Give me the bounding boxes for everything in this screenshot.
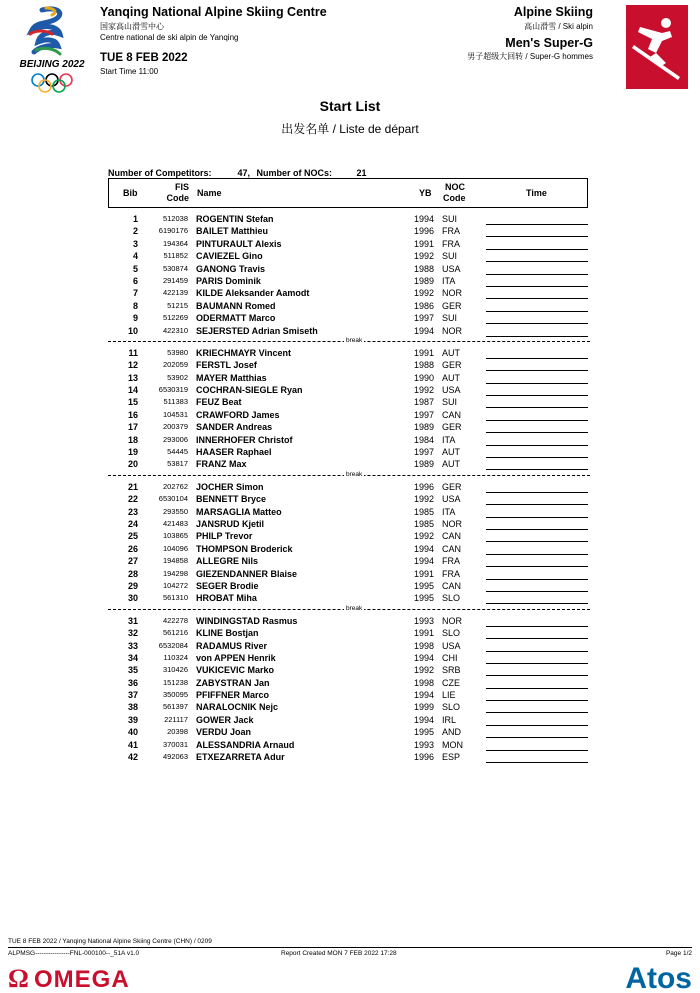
discipline-subtitle: 高山滑雪 / Ski alpin	[524, 22, 593, 31]
cell-bib: 42	[127, 752, 138, 763]
cell-name: BAUMANN Romed	[196, 300, 276, 311]
atos-logo-text: Atos	[625, 962, 692, 992]
cell-year-of-birth: 1994	[414, 690, 435, 701]
cell-noc-code: CZE	[442, 677, 460, 688]
column-header-noc-line1: NOC	[445, 182, 465, 192]
table-row	[108, 739, 590, 751]
cell-noc-code: AUT	[442, 372, 460, 383]
column-header-fis-line1: FIS	[174, 182, 189, 192]
cell-noc-code: CHI	[442, 652, 458, 663]
cell-year-of-birth: 1989	[414, 459, 435, 470]
event-date: TUE 8 FEB 2022	[100, 52, 188, 64]
cell-noc-code: NOR	[442, 288, 462, 299]
cell-fis-code: 350095	[162, 690, 188, 700]
cell-year-of-birth: 1997	[414, 313, 435, 324]
cell-fis-code: 53902	[167, 372, 188, 382]
cell-fis-code: 104096	[162, 543, 188, 553]
cell-name: ALESSANDRIA Arnaud	[196, 739, 295, 750]
competitors-label: Number of Competitors:	[108, 168, 212, 178]
table-row	[108, 396, 590, 408]
table-row	[108, 275, 590, 287]
cell-name: ALLEGRE Nils	[196, 556, 259, 567]
cell-bib: 37	[127, 690, 138, 701]
cell-fis-code: 6190176	[158, 226, 188, 236]
nocs-count: 21	[356, 168, 367, 178]
cell-bib: 14	[127, 385, 138, 396]
omega-logo-text: OMEGA	[34, 966, 130, 991]
cell-bib: 20	[127, 459, 138, 470]
cell-year-of-birth: 1991	[414, 568, 435, 579]
cell-year-of-birth: 1994	[414, 714, 435, 725]
cell-bib: 32	[127, 628, 138, 639]
cell-fis-code: 291459	[162, 275, 188, 285]
cell-name: RADAMUS River	[196, 640, 268, 651]
cell-bib: 24	[127, 518, 138, 529]
nocs-label: Number of NOCs:	[256, 168, 333, 178]
cell-bib: 15	[127, 397, 138, 408]
cell-name: MAYER Matthias	[196, 372, 267, 383]
cell-fis-code: 110324	[163, 652, 188, 662]
cell-year-of-birth: 1994	[414, 214, 435, 224]
cell-year-of-birth: 1990	[414, 372, 435, 383]
table-row	[108, 751, 590, 763]
cell-noc-code: SUI	[442, 397, 458, 408]
column-header-time: Time	[526, 188, 547, 198]
start-time: Start Time 11:00	[100, 67, 159, 76]
beijing-2022-logo	[12, 4, 92, 96]
cell-year-of-birth: 1984	[414, 434, 435, 445]
cell-bib: 22	[127, 494, 138, 505]
cell-fis-code: 561310	[162, 593, 188, 603]
cell-noc-code: SUI	[442, 313, 458, 324]
cell-bib: 6	[132, 275, 138, 286]
cell-noc-code: NOR	[442, 325, 462, 336]
table-row	[108, 580, 590, 592]
cell-noc-code: FRA	[442, 556, 460, 567]
footer-divider	[8, 947, 692, 948]
cell-fis-code: 561216	[162, 628, 188, 638]
cell-bib: 4	[132, 251, 138, 262]
cell-fis-code: 54445	[167, 447, 188, 457]
cell-bib: 25	[127, 531, 138, 542]
cell-noc-code: GER	[442, 360, 462, 371]
cell-bib: 9	[132, 313, 138, 324]
cell-name: SEGER Brodie	[196, 580, 259, 591]
cell-noc-code: GER	[442, 300, 462, 311]
atos-logo	[596, 962, 692, 992]
cell-name: von APPEN Henrik	[196, 652, 276, 663]
table-row	[108, 493, 590, 505]
table-row	[108, 530, 590, 542]
cell-noc-code: AUT	[442, 459, 460, 470]
cell-bib: 31	[127, 615, 138, 626]
table-row	[108, 701, 590, 713]
table-row	[108, 615, 590, 627]
cell-year-of-birth: 1996	[414, 752, 435, 763]
column-header-bib: Bib	[123, 188, 138, 198]
cell-name: ZABYSTRAN Jan	[196, 677, 270, 688]
cell-year-of-birth: 1992	[414, 494, 435, 505]
cell-bib: 41	[127, 739, 138, 750]
cell-fis-code: 530874	[162, 263, 188, 273]
table-row	[108, 421, 590, 433]
cell-fis-code: 6530319	[158, 385, 188, 395]
cell-year-of-birth: 1991	[414, 347, 435, 358]
cell-fis-code: 6530104	[158, 494, 188, 504]
cell-bib: 39	[127, 714, 138, 725]
cell-year-of-birth: 1994	[414, 652, 435, 663]
cell-name: THOMPSON Broderick	[196, 543, 293, 554]
cell-year-of-birth: 1992	[414, 251, 435, 262]
cell-name: FEUZ Beat	[196, 397, 242, 408]
cell-bib: 13	[127, 372, 138, 383]
table-row	[108, 568, 590, 580]
cell-name: BAILET Matthieu	[196, 226, 268, 237]
cell-noc-code: FRA	[442, 238, 460, 249]
cell-noc-code: GER	[442, 481, 462, 492]
column-header-yb: YB	[419, 188, 432, 198]
cell-noc-code: SUI	[442, 251, 458, 262]
cell-year-of-birth: 1998	[414, 640, 435, 651]
table-row	[108, 300, 590, 312]
cell-noc-code: CAN	[442, 543, 462, 554]
cell-noc-code: SLO	[442, 628, 461, 639]
cell-name: ODERMATT Marco	[196, 313, 276, 324]
footer-report-created: Report Created MON 7 FEB 2022 17:28	[281, 950, 397, 957]
cell-name: COCHRAN-SIEGLE Ryan	[196, 385, 303, 396]
cell-fis-code: 221117	[164, 714, 188, 724]
cell-bib: 12	[127, 360, 138, 371]
cell-noc-code: ESP	[442, 752, 461, 763]
table-row	[108, 714, 590, 726]
cell-year-of-birth: 1997	[414, 409, 435, 420]
cell-name: WINDINGSTAD Rasmus	[196, 615, 298, 626]
event-title: Men's Super-G	[505, 36, 593, 50]
cell-bib: 35	[127, 665, 138, 676]
venue-name-french: Centre national de ski alpin de Yanqing	[100, 33, 239, 42]
cell-name: ETXEZARRETA Adur	[196, 752, 285, 763]
cell-name: SANDER Andreas	[196, 422, 273, 433]
footer-venue-line: TUE 8 FEB 2022 / Yanqing National Alpine Skiing Centre (CHN) / 0209	[8, 938, 212, 945]
cell-time-blank-line	[486, 762, 588, 763]
page-subtitle: 出发名单 / Liste de départ	[281, 122, 419, 136]
cell-bib: 29	[127, 580, 138, 591]
cell-fis-code: 511852	[163, 251, 188, 261]
footer-report-code: ALPMSG----------------FNL-000100--_51A v1.0	[8, 950, 140, 957]
cell-year-of-birth: 1995	[414, 593, 435, 604]
cell-noc-code: AUT	[442, 347, 460, 358]
cell-name: PFIFFNER Marco	[196, 690, 270, 701]
cell-noc-code: FRA	[442, 226, 460, 237]
cell-noc-code: USA	[442, 263, 461, 274]
cell-name: KILDE Aleksander Aamodt	[196, 288, 310, 299]
cell-year-of-birth: 1988	[414, 263, 435, 274]
cell-name: GOWER Jack	[196, 714, 254, 725]
column-header-name: Name	[197, 188, 222, 198]
table-row	[108, 627, 590, 639]
break-label: break	[346, 604, 363, 612]
cell-year-of-birth: 1996	[414, 226, 435, 237]
cell-year-of-birth: 1994	[414, 325, 435, 336]
cell-name: PARIS Dominik	[196, 275, 261, 286]
cell-bib: 7	[132, 288, 138, 299]
cell-bib: 11	[128, 347, 138, 358]
cell-noc-code: AND	[442, 727, 462, 738]
start-list-header	[108, 178, 588, 208]
competitors-count: 47,	[237, 168, 251, 178]
cell-fis-code: 202059	[162, 360, 188, 370]
cell-fis-code: 370031	[162, 739, 188, 749]
cell-fis-code: 202762	[162, 481, 188, 491]
cell-name: SEJERSTED Adrian Smiseth	[196, 325, 318, 336]
cell-noc-code: ITA	[442, 434, 456, 445]
table-row	[108, 213, 590, 225]
cell-year-of-birth: 1996	[414, 481, 435, 492]
cell-year-of-birth: 1998	[414, 677, 435, 688]
page-title: Start List	[319, 98, 381, 114]
cell-fis-code: 104272	[162, 580, 188, 590]
cell-year-of-birth: 1995	[414, 580, 435, 591]
cell-noc-code: SUI	[442, 214, 458, 224]
cell-year-of-birth: 1999	[414, 702, 435, 713]
cell-name: FERSTL Josef	[196, 360, 257, 371]
cell-name: HAASER Raphael	[196, 447, 272, 458]
cell-fis-code: 293006	[162, 434, 188, 444]
cell-noc-code: USA	[442, 494, 461, 505]
cell-noc-code: SLO	[442, 593, 461, 604]
cell-name: KRIECHMAYR Vincent	[196, 347, 292, 358]
cell-fis-code: 293550	[162, 506, 188, 516]
cell-bib: 40	[127, 727, 138, 738]
cell-name: CAVIEZEL Gino	[196, 251, 263, 262]
cell-noc-code: ITA	[442, 275, 456, 286]
column-header-fis-line2: Code	[166, 193, 189, 203]
cell-year-of-birth: 1997	[414, 447, 435, 458]
cell-year-of-birth: 1991	[414, 238, 435, 249]
table-row	[108, 263, 590, 275]
cell-bib: 17	[127, 422, 138, 433]
cell-bib: 34	[127, 652, 138, 663]
cell-year-of-birth: 1987	[414, 397, 435, 408]
event-subtitle: 男子超级大回转 / Super-G hommes	[467, 52, 593, 61]
table-row	[108, 640, 590, 652]
cell-noc-code: CAN	[442, 531, 462, 542]
cell-bib: 19	[127, 447, 138, 458]
cell-noc-code: USA	[442, 640, 461, 651]
cell-noc-code: GER	[442, 422, 462, 433]
cell-bib: 1	[132, 214, 138, 224]
table-row	[108, 481, 590, 493]
cell-noc-code: NOR	[442, 615, 462, 626]
cell-fis-code: 422310	[162, 325, 188, 335]
cell-fis-code: 512038	[162, 214, 188, 223]
cell-year-of-birth: 1993	[414, 739, 435, 750]
cell-year-of-birth: 1986	[414, 300, 435, 311]
cell-fis-code: 561397	[162, 702, 188, 712]
cell-noc-code: LIE	[442, 690, 456, 701]
table-row	[108, 518, 590, 530]
cell-fis-code: 103865	[162, 531, 188, 541]
table-row	[108, 409, 590, 421]
cell-name: GANONG Travis	[196, 263, 266, 274]
svg-text:Ω: Ω	[8, 964, 29, 991]
table-row	[108, 446, 590, 458]
cell-year-of-birth: 1992	[414, 665, 435, 676]
start-list-table	[108, 213, 590, 763]
cell-bib: 18	[127, 434, 138, 445]
cell-year-of-birth: 1992	[414, 531, 435, 542]
cell-fis-code: 51215	[167, 300, 188, 310]
cell-noc-code: NOR	[442, 518, 462, 529]
cell-year-of-birth: 1985	[414, 518, 435, 529]
table-row	[108, 225, 590, 237]
cell-noc-code: CAN	[442, 580, 462, 591]
cell-noc-code: SRB	[442, 665, 461, 676]
venue-title: Yanqing National Alpine Skiing Centre	[100, 5, 327, 19]
cell-bib: 36	[127, 677, 138, 688]
table-row	[108, 689, 590, 701]
cell-name: PHILP Trevor	[196, 531, 253, 542]
cell-fis-code: 6532084	[158, 640, 188, 650]
cell-year-of-birth: 1989	[414, 275, 435, 286]
table-row	[108, 372, 590, 384]
cell-fis-code: 422139	[162, 288, 188, 298]
cell-noc-code: USA	[442, 385, 461, 396]
cell-fis-code: 104531	[162, 409, 188, 419]
cell-bib: 26	[127, 543, 138, 554]
cell-noc-code: IRL	[442, 714, 457, 725]
cell-fis-code: 512269	[162, 313, 188, 323]
cell-name: JOCHER Simon	[196, 481, 264, 492]
cell-year-of-birth: 1992	[414, 288, 435, 299]
table-row	[108, 384, 590, 396]
cell-fis-code: 511383	[163, 397, 188, 407]
cell-year-of-birth: 1995	[414, 727, 435, 738]
cell-name: ROGENTIN Stefan	[196, 214, 274, 224]
cell-fis-code: 20398	[167, 727, 188, 737]
column-header-noc-line2: Code	[443, 193, 466, 203]
cell-name: VERDU Joan	[196, 727, 252, 738]
discipline-title: Alpine Skiing	[513, 5, 593, 19]
cell-year-of-birth: 1985	[414, 506, 435, 517]
cell-fis-code: 421483	[162, 518, 188, 528]
cell-fis-code: 53980	[167, 347, 188, 357]
cell-fis-code: 492063	[162, 752, 188, 762]
cell-name: INNERHOFER Christof	[196, 434, 293, 445]
omega-logo	[8, 963, 178, 991]
table-row	[108, 555, 590, 567]
table-row	[108, 238, 590, 250]
cell-bib: 28	[127, 568, 138, 579]
cell-bib: 8	[132, 300, 138, 311]
cell-bib: 23	[127, 506, 138, 517]
footer-page-number: Page 1/2	[665, 950, 692, 957]
cell-year-of-birth: 1994	[414, 556, 435, 567]
table-row	[108, 543, 590, 555]
break-label: break	[346, 336, 363, 344]
break-separator	[108, 605, 590, 615]
alpine-skiing-pictogram-icon	[626, 5, 688, 89]
break-separator	[108, 471, 590, 481]
cell-year-of-birth: 1992	[414, 385, 435, 396]
cell-noc-code: MON	[442, 739, 463, 750]
table-row	[108, 506, 590, 518]
cell-name: MARSAGLIA Matteo	[196, 506, 282, 517]
cell-year-of-birth: 1991	[414, 628, 435, 639]
cell-noc-code: FRA	[442, 568, 460, 579]
cell-name: BENNETT Bryce	[196, 494, 267, 505]
break-separator	[108, 337, 590, 347]
table-row	[108, 434, 590, 446]
cell-fis-code: 194298	[162, 568, 188, 578]
break-label: break	[346, 470, 363, 478]
competitor-summary	[108, 168, 367, 178]
cell-fis-code: 151238	[162, 677, 188, 687]
cell-fis-code: 422278	[162, 615, 188, 625]
cell-name: PINTURAULT Alexis	[196, 238, 282, 249]
cell-name: KLINE Bostjan	[196, 628, 259, 639]
cell-fis-code: 194858	[162, 556, 188, 566]
cell-fis-code: 53817	[167, 459, 188, 469]
table-row	[108, 250, 590, 262]
table-row	[108, 664, 590, 676]
cell-bib: 21	[127, 481, 138, 492]
cell-name: FRANZ Max	[196, 459, 247, 470]
cell-year-of-birth: 1994	[414, 543, 435, 554]
table-row	[108, 726, 590, 738]
cell-noc-code: SLO	[442, 702, 461, 713]
cell-fis-code: 310426	[162, 665, 188, 675]
table-row	[108, 347, 590, 359]
cell-name: HROBAT Miha	[196, 593, 257, 604]
cell-noc-code: CAN	[442, 409, 462, 420]
cell-bib: 2	[132, 226, 138, 237]
cell-fis-code: 200379	[162, 422, 188, 432]
cell-name: GIEZENDANNER Blaise	[196, 568, 298, 579]
cell-year-of-birth: 1993	[414, 615, 435, 626]
cell-bib: 27	[127, 556, 138, 567]
cell-bib: 33	[127, 640, 138, 651]
cell-bib: 3	[132, 238, 138, 249]
cell-year-of-birth: 1988	[414, 360, 435, 371]
cell-noc-code: ITA	[442, 506, 456, 517]
cell-bib: 38	[127, 702, 138, 713]
cell-name: NARALOCNIK Nejc	[196, 702, 279, 713]
cell-bib: 10	[127, 325, 138, 336]
table-row	[108, 359, 590, 371]
cell-name: CRAWFORD James	[196, 409, 280, 420]
table-row	[108, 652, 590, 664]
cell-noc-code: AUT	[442, 447, 460, 458]
logo-text: BEIJING 2022	[19, 59, 85, 70]
table-row	[108, 287, 590, 299]
cell-name: JANSRUD Kjetil	[196, 518, 265, 529]
cell-year-of-birth: 1989	[414, 422, 435, 433]
cell-name: VUKICEVIC Marko	[196, 665, 275, 676]
cell-fis-code: 194364	[162, 238, 188, 248]
table-row	[108, 677, 590, 689]
cell-bib: 16	[127, 409, 138, 420]
table-row	[108, 312, 590, 324]
cell-bib: 5	[132, 263, 138, 274]
venue-name-chinese: 国家高山滑雪中心	[100, 22, 164, 31]
cell-bib: 30	[127, 593, 138, 604]
